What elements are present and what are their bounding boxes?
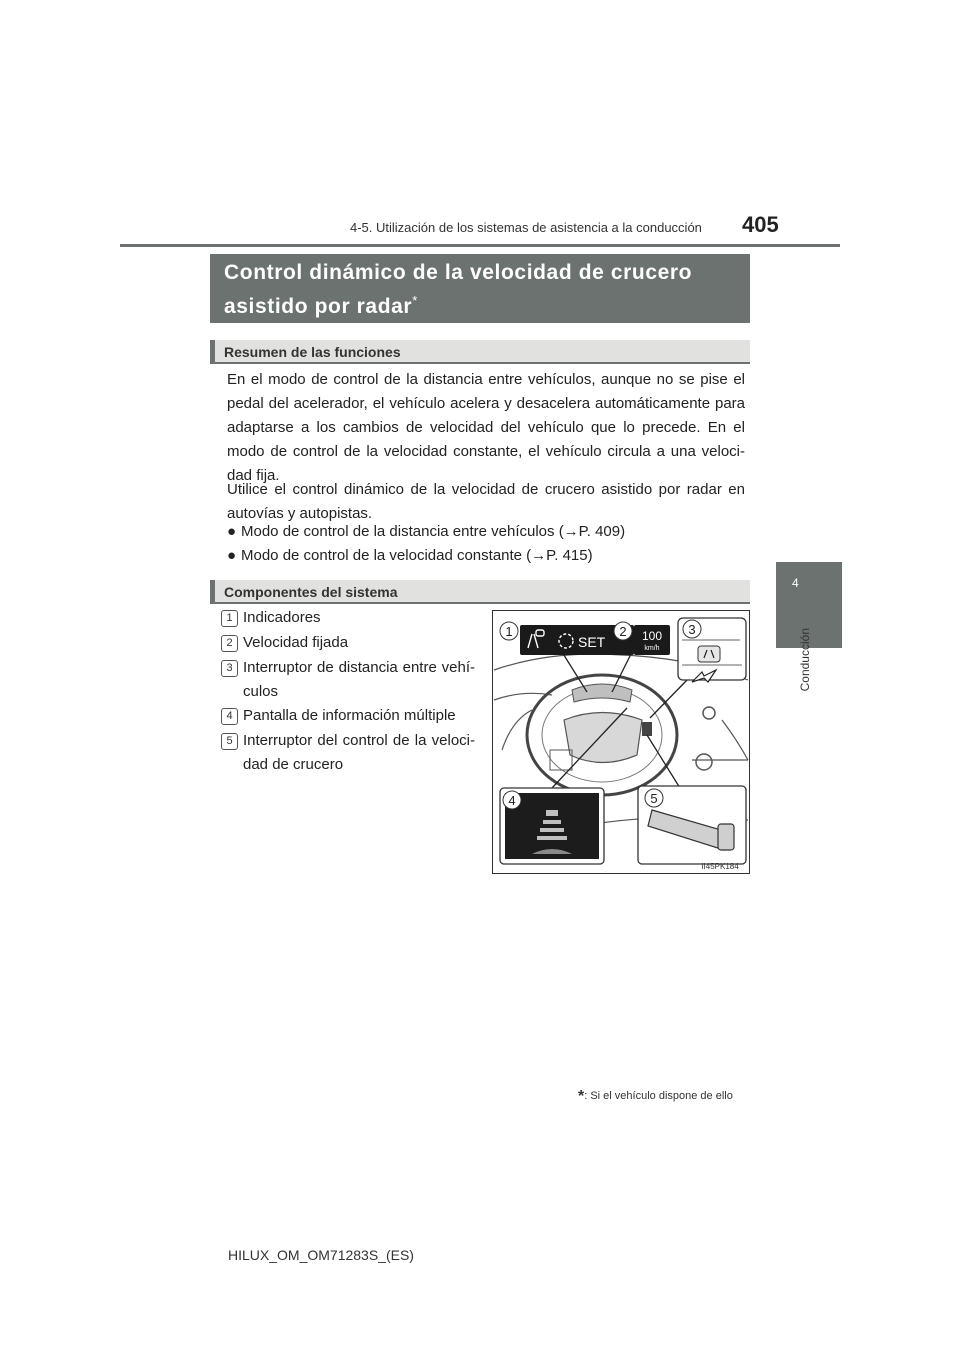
steering-hub — [564, 713, 642, 763]
callout-1: 1 — [505, 624, 513, 639]
footnote-text: : Si el vehículo dispone de ello — [584, 1090, 733, 1102]
summary-bullet-1 — [227, 520, 625, 544]
header-rule — [120, 244, 840, 247]
bullet-text: Modo de control de la velocidad constante (→P. 415) — [241, 547, 593, 564]
component-label-4: Pantalla de información múltiple — [243, 707, 456, 724]
section-heading-bar — [210, 340, 215, 362]
title-footnote-mark: * — [412, 293, 418, 308]
section-heading-bar — [210, 580, 215, 602]
running-header: 4-5. Utilización de los sistemas de asistencia a la conducción — [350, 220, 702, 235]
callout-3: 3 — [688, 622, 696, 637]
component-label-3: Interruptor de distancia entre vehí-culos — [243, 659, 475, 700]
summary-paragraph-2: Utilice el control dinámico de la velocidad de crucero asistido por radar en autovías y autopistas. — [227, 481, 745, 522]
component-number-5: 5 — [221, 733, 238, 750]
summary-paragraph-1: En el modo de control de la distancia entre vehículos, aunque no se pise el pedal del acelerador, el vehículo acelera y desacelera automáticamente para adaptarse a los cambios de velocidad del vehículo que lo precede. En el modo de control de la velocidad constante, el vehículo circula a una veloci-dad fija. — [227, 371, 745, 484]
document-id: HILUX_OM_OM71283S_(ES) — [228, 1247, 414, 1263]
footnote-star: * — [578, 1088, 585, 1105]
component-number-3: 3 — [221, 660, 238, 677]
callout-2: 2 — [619, 624, 627, 639]
footnote — [578, 1088, 733, 1106]
callout-5: 5 — [650, 791, 658, 806]
component-number-1: 1 — [221, 610, 238, 627]
callout-4: 4 — [508, 793, 516, 808]
bullet-icon: ● — [227, 523, 237, 540]
dashboard-illustration — [492, 610, 750, 874]
section-heading-text: Componentes del sistema — [224, 584, 398, 600]
component-number-2: 2 — [221, 635, 238, 652]
page-title — [210, 254, 750, 323]
chapter-tab-label: Conducción — [798, 628, 812, 692]
section-heading-components — [210, 580, 750, 604]
cruise-lever — [642, 722, 652, 736]
section-heading-summary — [210, 340, 750, 364]
set-speed-unit: km/h — [644, 645, 660, 652]
figure-code: II45PK184 — [701, 862, 739, 871]
bullet-icon: ● — [227, 547, 237, 564]
cruise-lever-tip — [718, 824, 734, 850]
page-title-text: Control dinámico de la velocidad de crucero asistido por radar — [224, 261, 693, 318]
chapter-tab-number: 4 — [792, 576, 799, 590]
component-label-5: Interruptor del control de la veloci-dad de crucero — [243, 732, 475, 773]
section-heading-text: Resumen de las funciones — [224, 344, 401, 360]
distance-switch-button — [698, 646, 720, 662]
component-label-2: Velocidad fijada — [243, 634, 349, 651]
set-label: SET — [578, 634, 606, 650]
component-label-1: Indicadores — [243, 609, 321, 626]
summary-bullet-2 — [227, 544, 593, 568]
component-number-4: 4 — [221, 708, 238, 725]
bullet-text: Modo de control de la distancia entre vehículos (→P. 409) — [241, 523, 626, 540]
page-number: 405 — [742, 212, 779, 237]
set-speed-value: 100 — [641, 629, 663, 643]
